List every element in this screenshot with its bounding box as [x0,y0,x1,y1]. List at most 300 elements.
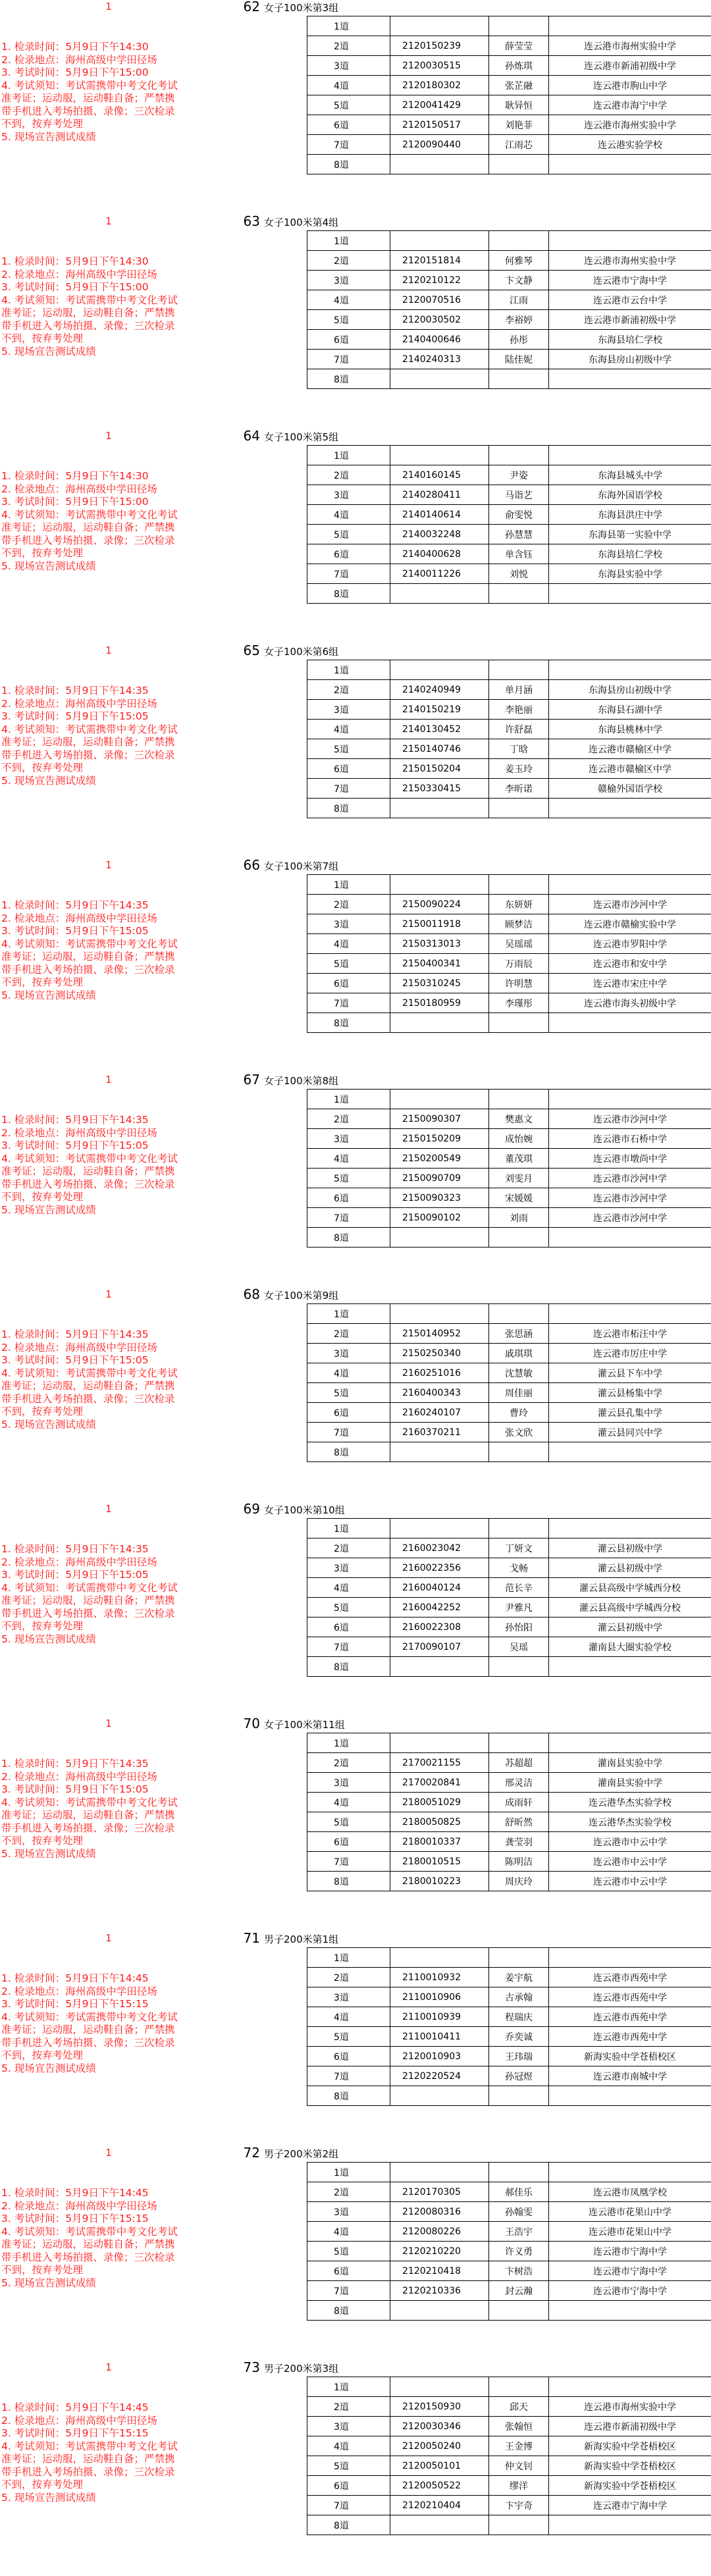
lane-cell: 6道 [307,330,390,350]
student-name-cell: 吴瑶瑶 [489,934,549,954]
exam-id-cell: 2140240313 [390,350,489,369]
table-row [217,310,711,330]
notes-line: 4. 考试须知：考试需携带中考文化考试 [1,723,178,735]
table-row [217,155,711,174]
lane-cell: 4道 [307,1793,390,1812]
table-row [217,954,711,974]
school-cell [549,1733,711,1753]
school-cell [549,369,711,389]
notes-index: 1 [105,430,112,442]
student-name-cell: 耿异恒 [489,95,549,115]
exam-notes [0,424,217,573]
notes-line: 1. 检录时间：5月9日下午14:30 [1,470,149,482]
table-row [217,1442,711,1462]
student-name-cell: 宋媛媛 [489,1188,549,1208]
school-cell: 新海实验中学苍梧校区 [549,2476,711,2496]
exam-id-cell: 2140280411 [390,485,489,505]
student-name-cell: 何雅琴 [489,251,549,271]
exam-id-cell [390,2086,489,2106]
student-name-cell: 王玮瑞 [489,2047,549,2066]
table-row [217,2456,711,2476]
lane-cell: 6道 [307,1832,390,1852]
table-row [217,446,711,465]
notes-line: 5. 现场宣告测试成绩 [1,560,96,572]
exam-id-cell: 2140160145 [390,465,489,485]
notes-index: 1 [105,859,112,871]
student-name-cell: 吴瑶 [489,1637,549,1657]
notes-line: 准考证；运动服，运动鞋自备；严禁携 [1,1380,175,1392]
table-row [217,680,711,700]
spacer-cell [217,135,307,155]
notes-line: 2. 检录地点：海州高级中学田径场 [1,268,157,280]
exam-id-cell [390,1442,489,1462]
student-name-cell: 薛莹莹 [489,36,549,56]
notes-line: 不到，按弃考处理 [1,1835,84,1847]
lane-table [217,230,711,389]
notes-line: 2. 检录地点：海州高级中学田径场 [1,483,157,495]
group-number: 67 [243,1072,260,1088]
spacer-cell [217,251,307,271]
spacer-cell [217,1344,307,1363]
lane-cell: 5道 [307,525,390,544]
exam-notes [0,209,217,358]
school-cell: 连云港市赣榆区中学 [549,759,711,779]
table-row [217,1637,711,1657]
exam-id-cell: 2160023042 [390,1538,489,1558]
notes-line: 准考证；运动服，运动鞋自备；严禁携 [1,2238,175,2250]
table-row [217,525,711,544]
lane-cell: 2道 [307,1109,390,1129]
school-cell: 连云港市中云中学 [549,1832,711,1852]
school-cell [549,1519,711,1538]
school-cell: 连云港市朐山中学 [549,76,711,95]
lane-cell: 3道 [307,700,390,720]
spacer-cell [217,2027,307,2047]
table-row [217,1423,711,1442]
lane-cell: 4道 [307,2222,390,2242]
exam-id-cell [390,875,489,895]
exam-id-cell [390,1304,489,1324]
exam-id-cell: 2150090224 [390,895,489,914]
spacer-cell [217,1558,307,1578]
student-name-cell: 许明慧 [489,974,549,993]
lane-cell: 7道 [307,350,390,369]
school-cell: 灌云县高级中学城西分校 [549,1598,711,1617]
student-name-cell: 丁妍文 [489,1538,549,1558]
school-cell: 灌南县实验中学 [549,1753,711,1773]
lane-cell: 6道 [307,2261,390,2281]
table-row [217,1852,711,1872]
table-row [217,2027,711,2047]
table-row [217,135,711,155]
school-cell: 连云港市新浦初级中学 [549,56,711,76]
notes-index: 1 [105,1288,112,1300]
exam-id-cell: 2170090107 [390,1637,489,1657]
table-row [217,76,711,95]
lane-cell: 4道 [307,2007,390,2027]
exam-id-cell: 2150310245 [390,974,489,993]
lane-cell: 8道 [307,2301,390,2321]
student-name-cell: 许义勇 [489,2242,549,2261]
group-number: 69 [243,1501,260,1517]
spacer-cell [217,2397,307,2417]
school-cell: 连云港市石桥中学 [549,1129,711,1149]
group-title: 女子100米第8组 [264,1075,339,1087]
spacer-cell [217,2417,307,2436]
student-name-cell: 王金博 [489,2436,549,2456]
group-block [0,1497,711,1712]
spacer-cell [217,2281,307,2301]
table-row [217,1403,711,1423]
exam-id-cell: 2120220524 [390,2066,489,2086]
table-row [217,465,711,485]
school-cell: 连云港市海头初级中学 [549,993,711,1013]
table-row [217,1773,711,1793]
notes-line: 4. 考试须知：考试需携带中考文化考试 [1,1152,178,1165]
notes-line: 3. 考试时间：5月9日下午15:15 [1,2213,149,2224]
school-cell: 连云港市宋庄中学 [549,974,711,993]
student-name-cell: 沈慧敏 [489,1363,549,1383]
lane-cell: 1道 [307,446,390,465]
student-name-cell [489,2163,549,2182]
student-name-cell: 成怡婉 [489,1129,549,1149]
school-cell [549,1228,711,1248]
lane-cell: 7道 [307,2281,390,2301]
group-title: 男子200米第2组 [264,2148,339,2160]
spacer-cell [217,1812,307,1832]
table-row [217,56,711,76]
table-row [217,2182,711,2202]
student-name-cell: 张思涵 [489,1324,549,1344]
student-name-cell [489,660,549,680]
notes-line: 2. 检录地点：海州高级中学田径场 [1,1770,157,1783]
lane-table [217,2377,711,2535]
student-name-cell [489,1948,549,1968]
table-row [217,1968,711,1987]
spacer-cell [217,446,307,465]
spacer-cell [217,1363,307,1383]
spacer-cell [217,759,307,779]
exam-id-cell: 2120170305 [390,2182,489,2202]
notes-line: 5. 现场宣告测试成绩 [1,1203,96,1216]
exam-id-cell [390,1519,489,1538]
group-number: 62 [243,0,260,14]
table-row [217,1324,711,1344]
student-name-cell [489,1442,549,1462]
table-row [217,2007,711,2027]
lane-cell: 3道 [307,1558,390,1578]
table-row [217,2222,711,2242]
lane-cell: 6道 [307,115,390,135]
student-name-cell [489,155,549,174]
school-cell: 灌云县高级中学城西分校 [549,1578,711,1598]
lane-cell: 8道 [307,1657,390,1677]
notes-index: 1 [105,1074,112,1086]
exam-id-cell [390,1948,489,1968]
notes-line: 4. 考试须知：考试需携带中考文化考试 [1,2440,178,2452]
exam-id-cell: 2120210336 [390,2281,489,2301]
spacer-cell [217,1129,307,1149]
exam-id-cell: 2120210404 [390,2496,489,2515]
notes-line: 2. 检录地点：海州高级中学田径场 [1,912,157,924]
table-row [217,2436,711,2456]
notes-line: 2. 检录地点：海州高级中学田径场 [1,1126,157,1139]
exam-id-cell: 2150140952 [390,1324,489,1344]
lane-cell: 6道 [307,759,390,779]
student-name-cell: 张芷融 [489,76,549,95]
group-number: 63 [243,213,260,229]
spacer-cell [217,1598,307,1617]
spacer-cell [217,1188,307,1208]
exam-id-cell: 2180010223 [390,1872,489,1891]
lane-cell: 3道 [307,1129,390,1149]
lane-cell: 4道 [307,290,390,310]
exam-id-cell: 2180010515 [390,1852,489,1872]
table-row [217,290,711,310]
spacer-cell [217,720,307,739]
lane-cell: 6道 [307,1403,390,1423]
exam-id-cell [390,231,489,251]
exam-id-cell: 2120030502 [390,310,489,330]
student-name-cell: 李裕婷 [489,310,549,330]
student-name-cell: 张文欣 [489,1423,549,1442]
lane-cell: 4道 [307,76,390,95]
spacer-cell [217,2261,307,2281]
spacer-cell [217,2456,307,2476]
exam-id-cell: 2160400343 [390,1383,489,1403]
notes-line: 准考证；运动服，运动鞋自备；严禁携 [1,1165,175,1177]
table-row [217,584,711,604]
lane-cell: 6道 [307,2476,390,2496]
notes-line: 4. 考试须知：考试需携带中考文化考试 [1,2225,178,2238]
spacer-cell [217,1852,307,1872]
spacer-cell [217,875,307,895]
notes-line: 准考证；运动服，运动鞋自备；严禁携 [1,1594,175,1606]
exam-id-cell: 2150140746 [390,739,489,759]
spacer-cell [217,231,307,251]
exam-id-cell: 2160240107 [390,1403,489,1423]
exam-id-cell [390,584,489,604]
group-number: 64 [243,428,260,444]
group-block [0,0,711,209]
lane-cell: 3道 [307,2417,390,2436]
school-cell: 灌云县孔集中学 [549,1403,711,1423]
lane-cell: 8道 [307,1442,390,1462]
table-row [217,759,711,779]
school-cell: 东海县石湖中学 [549,700,711,720]
lane-table [217,1733,711,1891]
lane-cell: 5道 [307,1598,390,1617]
student-name-cell [489,1733,549,1753]
student-name-cell [489,2515,549,2535]
notes-line: 4. 考试须知：考试需携带中考文化考试 [1,1581,178,1594]
spacer-cell [217,1324,307,1344]
lane-cell: 5道 [307,2027,390,2047]
school-cell: 新海实验中学苍梧校区 [549,2456,711,2476]
table-row [217,564,711,584]
lane-cell: 3道 [307,1987,390,2007]
exam-notes [0,1712,217,1860]
table-row [217,330,711,350]
student-name-cell [489,1090,549,1109]
spacer-cell [217,914,307,934]
lane-cell: 7道 [307,1637,390,1657]
school-cell: 连云港市花果山中学 [549,2222,711,2242]
school-cell: 东海县培仁学校 [549,544,711,564]
student-name-cell [489,1519,549,1538]
school-cell: 灌南县实验中学 [549,1773,711,1793]
lane-cell: 2道 [307,1753,390,1773]
lane-cell: 8道 [307,2086,390,2106]
table-row [217,1832,711,1852]
spacer-cell [217,1149,307,1169]
student-name-cell: 舒昕然 [489,1812,549,1832]
lane-cell: 1道 [307,1090,390,1109]
lane-cell: 3道 [307,1773,390,1793]
student-name-cell: 戚琪琪 [489,1344,549,1363]
spacer-cell [217,1423,307,1442]
spacer-cell [217,2007,307,2027]
group-block [0,639,711,853]
lane-cell: 5道 [307,2456,390,2476]
lane-cell: 1道 [307,2377,390,2397]
school-cell [549,155,711,174]
exam-id-cell [390,2515,489,2535]
table-row [217,115,711,135]
spacer-cell [217,2163,307,2182]
notes-line: 1. 检录时间：5月9日下午14:35 [1,685,149,697]
lane-cell: 2道 [307,2397,390,2417]
school-cell: 连云港市墩尚中学 [549,1149,711,1169]
table-row [217,1344,711,1363]
school-cell [549,2515,711,2535]
school-cell: 连云港市新浦初级中学 [549,2417,711,2436]
group-number: 73 [243,2359,260,2375]
school-cell: 灌云县初级中学 [549,1558,711,1578]
student-name-cell [489,1013,549,1033]
student-name-cell: 古承翰 [489,1987,549,2007]
lane-cell: 7道 [307,993,390,1013]
school-cell [549,875,711,895]
notes-index: 1 [105,2147,112,2159]
notes-line: 2. 检录地点：海州高级中学田径场 [1,53,157,66]
school-cell [549,2377,711,2397]
table-row [217,2261,711,2281]
exam-id-cell [390,1013,489,1033]
spacer-cell [217,934,307,954]
lane-cell: 1道 [307,875,390,895]
student-name-cell: 乔奕诚 [489,2027,549,2047]
spacer-cell [217,1109,307,1129]
spacer-cell [217,36,307,56]
notes-line: 3. 考试时间：5月9日下午15:05 [1,1140,149,1151]
spacer-cell [217,680,307,700]
table-row [217,1733,711,1753]
school-cell: 灌云县初级中学 [549,1538,711,1558]
lane-cell: 1道 [307,2163,390,2182]
table-row [217,914,711,934]
spacer-cell [217,1793,307,1812]
notes-index: 1 [105,1503,112,1515]
notes-line: 5. 现场宣告测试成绩 [1,1847,96,1860]
notes-line: 不到，按弃考处理 [1,332,84,344]
student-name-cell: 顾梦洁 [489,914,549,934]
student-name-cell: 陈明洁 [489,1852,549,1872]
student-name-cell: 单月涵 [489,680,549,700]
notes-line: 2. 检录地点：海州高级中学田径场 [1,697,157,710]
lane-cell: 3道 [307,2202,390,2222]
exam-id-cell: 2110010939 [390,2007,489,2027]
group-title: 女子100米第3组 [264,2,339,14]
school-cell [549,16,711,36]
student-name-cell: 丁晗 [489,739,549,759]
spacer-cell [217,564,307,584]
table-row [217,1228,711,1248]
spacer-cell [217,369,307,389]
notes-line: 不到，按弃考处理 [1,2479,84,2490]
school-cell: 连云港市中云中学 [549,1872,711,1891]
exam-id-cell [390,799,489,818]
school-cell: 连云港市宁海中学 [549,2261,711,2281]
table-row [217,36,711,56]
spacer-cell [217,1383,307,1403]
student-name-cell: 刘艳菲 [489,115,549,135]
spacer-cell [217,56,307,76]
spacer-cell [217,1169,307,1188]
school-cell: 东海外国语学校 [549,485,711,505]
student-name-cell: 邱天 [489,2397,549,2417]
spacer-cell [217,115,307,135]
exam-id-cell: 2120080226 [390,2222,489,2242]
student-name-cell: 江雨芯 [489,135,549,155]
lane-cell: 2道 [307,895,390,914]
school-cell: 赣榆外国语学校 [549,779,711,799]
table-row [217,2281,711,2301]
lane-table [217,1089,711,1248]
school-cell [549,2086,711,2106]
student-name-cell: 卞宇奇 [489,2496,549,2515]
table-row [217,1812,711,1832]
lane-cell: 6道 [307,974,390,993]
table-row [217,660,711,680]
exam-notes [0,639,217,787]
student-name-cell [489,875,549,895]
group-number: 68 [243,1286,260,1302]
exam-id-cell: 2150180959 [390,993,489,1013]
lane-cell: 1道 [307,660,390,680]
spacer-cell [217,779,307,799]
exam-id-cell: 2150330415 [390,779,489,799]
school-cell: 连云港市宁海中学 [549,2496,711,2515]
group-title: 男子200米第3组 [264,2363,339,2375]
school-cell [549,231,711,251]
school-cell: 连云港市海州实验中学 [549,115,711,135]
table-row [217,1169,711,1188]
exam-id-cell: 2180010337 [390,1832,489,1852]
notes-line: 1. 检录时间：5月9日下午14:35 [1,1114,149,1126]
lane-table [217,660,711,818]
exam-id-cell: 2120210220 [390,2242,489,2261]
student-name-cell: 王浩宇 [489,2222,549,2242]
school-cell: 连云港华杰实验学校 [549,1812,711,1832]
notes-index: 1 [105,215,112,227]
spacer-cell [217,350,307,369]
notes-line: 准考证；运动服，运动鞋自备；严禁携 [1,951,175,962]
table-row [217,974,711,993]
notes-line: 准考证；运动服，运动鞋自备；严禁携 [1,521,175,533]
school-cell: 连云港市柘汪中学 [549,1324,711,1344]
notes-line: 4. 考试须知：考试需携带中考文化考试 [1,508,178,521]
